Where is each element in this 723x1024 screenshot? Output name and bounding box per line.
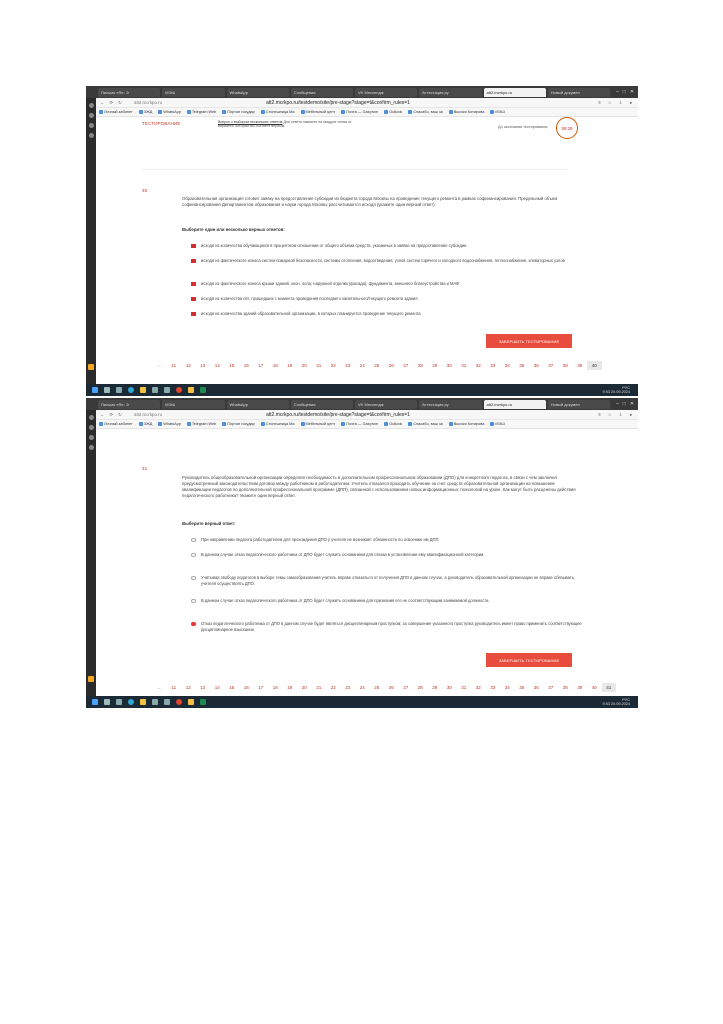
bookmark-icon [261,422,265,426]
browser-tab[interactable]: МЭШ [162,400,224,409]
pager-page-button[interactable]: 28 [417,685,423,690]
pager-page-button[interactable]: 20 [301,685,307,690]
bookmark-label: МЭШ [495,422,505,426]
bookmark-label: WhatsApp [163,422,181,426]
browser-tab-active[interactable]: att2.mcrkpo.ru [484,88,546,97]
checkbox[interactable] [191,244,196,249]
bookmark-icon [158,422,162,426]
pager-page-button[interactable]: 34 [504,685,510,690]
mail-icon[interactable] [164,699,170,705]
bookmark-icon [341,110,345,114]
bookmark-label: Спасибо, ваш за [413,110,443,114]
close-icon[interactable]: ✕ [629,89,635,95]
pager-page-button[interactable]: 36 [533,363,539,368]
timer-label: До окончания тестирования [498,125,548,129]
browser-tab-active[interactable]: att2.mcrkpo.ru [484,400,546,409]
option-label: В данном случае отказ педагогического работника от ДПО будет служить основанием для отказа в установлении ему квалификационной категории. [201,552,485,557]
pager-page-button[interactable]: 27 [403,363,409,368]
question-hint [218,120,358,129]
sidebar-icon[interactable] [89,123,94,128]
file-explorer-icon[interactable] [140,699,146,705]
pager-page-button[interactable]: 12 [185,685,191,690]
pager-page-button[interactable]: 17 [258,685,264,690]
bookmark-item[interactable] [222,110,254,114]
bookmark-item[interactable] [408,110,442,114]
answer-option[interactable] [191,598,586,604]
timer: 59:29 [556,117,578,139]
radio-selected[interactable] [191,622,196,627]
reader-icon[interactable]: ≡ [598,411,601,417]
bookmark-icon [139,110,143,114]
yandex-app-icon[interactable] [88,676,94,682]
excel-icon[interactable] [200,699,206,705]
maximize-icon[interactable]: □ [622,89,626,95]
windows-taskbar [86,696,638,708]
pager-page-button[interactable]: 35 [519,363,525,368]
pager-page-button[interactable]: 35 [519,685,525,690]
answer-instruction: Выберите верный ответ: [182,521,236,526]
pager-page-button[interactable]: 32 [475,685,481,690]
browser-tab-bar [86,398,638,410]
bookmark-item[interactable] [341,422,378,426]
sidebar-icon[interactable] [89,435,94,440]
answer-option[interactable] [191,621,586,633]
bookmark-icon [222,422,226,426]
option-label: Отказ педагогического работника от ДПО в данном случае будет являться дисциплинарным проступком; за совершение указанного проступка руководитель имеет право применить соответствующее дисциплинарное взыскание. [201,621,582,632]
address-host[interactable]: att2.mcrkpo.ru [134,412,163,417]
pager-page-button[interactable]: 32 [475,363,481,368]
pager-page-button[interactable]: 34 [504,363,510,368]
pager-page-button[interactable]: 39 [577,685,583,690]
tray-time: 9:53 [602,702,610,706]
bookmark-item[interactable] [158,422,181,426]
excel-icon[interactable] [200,387,206,393]
question-number: 40 [142,189,148,194]
bookmark-label: Портал государ [227,422,255,426]
browser-tab[interactable]: Сообщения [291,400,353,409]
bookmark-item[interactable] [408,422,442,426]
pager-page-button[interactable]: 11 [171,685,177,690]
hint-text: Для ответа нажмите на квадрат слева от варианта, который вы считаете верным. [218,120,352,129]
pager-page-button[interactable]: 38 [562,685,568,690]
forward-icon[interactable]: ⟳ [109,411,114,417]
search-icon[interactable] [104,699,110,705]
bookmark-icon [301,422,305,426]
bookmark-label: Почта — Gazprom [346,422,379,426]
bookmark-icon [99,110,103,114]
tray-language[interactable]: РУС [622,385,630,390]
browser-tab[interactable]: МЭШ [162,88,224,97]
pager-prev-button[interactable]: ← [156,685,162,690]
browser-tab[interactable]: WhatsApp [227,400,289,409]
section-title: ТЕСТИРОВАНИЕ [142,121,181,126]
pager-page-button[interactable]: 37 [548,363,554,368]
store-icon[interactable] [152,387,158,393]
browser-tab[interactable]: Аттестация ру [419,88,481,97]
checkbox[interactable] [191,297,196,302]
pager-page-button[interactable]: 22 [330,363,336,368]
pager-page-button[interactable]: 22 [330,685,336,690]
answer-option[interactable] [191,552,586,558]
tray-language[interactable]: РУС [622,697,630,702]
browser-tab[interactable]: VK Мессендж [355,400,417,409]
download-icon[interactable]: ⇩ [618,99,623,105]
pager-page-button[interactable]: 19 [287,685,293,690]
option-label: исходя из фактического износа крыши зданий, окон, пола; наружной отделки (фасада), фундамента, внешнего благоустройства и МАФ [201,281,460,286]
pager-page-button[interactable]: 12 [185,363,191,368]
tray-date: 20.09.2024 [610,702,630,706]
pager-page-button[interactable]: 18 [272,363,278,368]
option-label: исходя из количества зданий образовательной организации, в которых планируется проведение текущего ремонта [201,311,421,316]
radio[interactable] [191,553,196,558]
bookmark-item[interactable] [301,110,336,114]
reader-icon[interactable]: ≡ [598,99,601,105]
bookmark-icon [99,422,103,426]
back-icon[interactable]: ← [100,99,105,105]
bookmark-icon [158,110,162,114]
bookmark-icon [449,422,453,426]
chrome-icon[interactable] [176,699,182,705]
option-label: В данном случае отказ педагогического работника от ДПО будет служить основанием для признания его не соответствующим занимаемой должности. [201,598,490,603]
bookmark-icon [187,422,191,426]
hint-link[interactable]: Вопрос с выбором нескольких ответов [218,120,283,124]
sidebar-icon[interactable] [89,445,94,450]
answer-option[interactable] [191,575,586,587]
browser-tab[interactable]: VK Мессендж [355,88,417,97]
bookmark-label: Личный кабинет [104,110,133,114]
pager-page-button[interactable]: 26 [388,685,394,690]
bookmark-label: Outlook [389,422,403,426]
pager-page-button[interactable]: 21 [316,363,322,368]
bookmark-item[interactable] [490,110,504,114]
bookmarks-bar [96,108,638,117]
bookmark-icon[interactable]: ☆ [607,411,612,417]
pager-page-button[interactable]: 24 [359,685,365,690]
pager-page-button[interactable]: 16 [243,685,249,690]
tray-date: 20.09.2024 [610,390,630,394]
bookmark-item[interactable] [384,422,402,426]
pager-page-button[interactable]: 20 [301,363,307,368]
reload-icon[interactable]: ↻ [118,99,122,105]
pager-page-button[interactable]: 23 [345,685,351,690]
pager-page-button[interactable]: 19 [287,363,293,368]
address-url[interactable]: att2.mcrkpo.ru/testdemo/site/pre-stage?stage=t&confirm_rules=1 [266,411,410,418]
back-icon[interactable]: ← [100,411,105,417]
pager-page-button[interactable]: 14 [214,685,220,690]
option-label: Учитывая свободу педагогов в выборе темы самообразования учитель вправе отказаться от получения ДПО в данном случае, а руководитель образовательной организации не вправе обязывать учителя осуществлять ДПО. [201,575,574,586]
pager-page-button[interactable]: 18 [272,685,278,690]
profile-icon[interactable]: ● [629,411,632,417]
bookmark-label: Спасибо, ваш за [413,422,443,426]
mail-icon[interactable] [164,387,170,393]
browser-tab[interactable]: Письмо «Re: Э [98,88,160,97]
profile-icon[interactable]: ● [629,99,632,105]
bookmark-icon [490,110,494,114]
forward-icon[interactable]: ⟳ [109,99,114,105]
pager-page-button[interactable]: 11 [171,363,177,368]
bookmark-icon [222,110,226,114]
windows-start-icon[interactable] [92,699,98,705]
pager-page-button[interactable]: 31 [461,363,467,368]
pager-page-button[interactable]: 30 [446,363,452,368]
checkbox[interactable] [191,282,196,287]
question-number: 41 [142,467,148,472]
divider [142,169,568,170]
search-icon[interactable] [104,387,110,393]
bookmark-label: Почта — Gazprom [346,110,379,114]
pager-page-button[interactable]: 25 [374,363,380,368]
browser-sidebar [86,410,96,696]
option-label: исходя из количества обучающихся в процентном отношении от общего объема средств, указанных в заявке на предоставление субсидии [201,243,467,248]
pager-page-button[interactable]: 13 [200,363,206,368]
chrome-icon[interactable] [176,387,182,393]
tray-time: 9:53 [602,390,610,394]
bookmark-icon [187,110,191,114]
pager-page-button[interactable]: 24 [359,363,365,368]
bookmark-item[interactable] [341,110,378,114]
option-label: исходя из количества лет, прошедших с момента проведения последнего капитального/текущего ремонта здания [201,296,418,301]
bookmark-icon [384,110,388,114]
yandex-browser-icon[interactable] [188,387,194,393]
bookmark-item[interactable] [187,422,216,426]
bookmark-label: МЭШ [495,110,505,114]
pager-page-button[interactable]: 40 [587,361,602,370]
checkbox[interactable] [191,259,196,264]
bookmark-item[interactable] [449,422,485,426]
pager-page-button[interactable]: 37 [548,685,554,690]
edge-icon[interactable] [128,699,134,705]
address-url[interactable]: att2.mcrkpo.ru/testdemo/site/pre-stage?stage=t&confirm_rules=1 [266,99,410,106]
bookmark-icon [408,110,412,114]
pager-page-button[interactable]: 31 [461,685,467,690]
pager-page-button[interactable]: 14 [214,363,220,368]
pager-page-button[interactable]: 13 [200,685,206,690]
bookmark-icon [449,110,453,114]
pager-page-button[interactable]: 15 [229,363,235,368]
bookmark-item[interactable] [99,110,133,114]
bookmark-label: Мебельный цент [305,110,336,114]
edge-icon[interactable] [128,387,134,393]
pager-page-button[interactable]: 41 [602,683,617,692]
bookmark-label: Столешница Ма [265,110,295,114]
pager-page-button[interactable]: 26 [388,363,394,368]
pager-page-button[interactable]: 21 [316,685,322,690]
minimize-icon[interactable]: – [616,89,619,95]
bookmark-label: Личный кабинет [104,422,133,426]
bookmark-item[interactable] [99,422,133,426]
bookmark-icon [261,110,265,114]
browser-tab[interactable]: WhatsApp [227,88,289,97]
window-controls [612,89,638,95]
pager-page-button[interactable]: 16 [243,363,249,368]
minimize-icon[interactable]: – [616,401,619,407]
bookmark-item[interactable] [384,110,402,114]
browser-sidebar [86,98,96,384]
finish-test-button[interactable]: ЗАВЕРШИТЬ ТЕСТИРОВАНИЕ [486,334,572,348]
download-icon[interactable]: ⇩ [618,411,623,417]
pager-page-button[interactable]: 29 [432,685,438,690]
pager-page-button[interactable]: 23 [345,363,351,368]
address-bar [96,410,638,420]
answer-option[interactable] [191,258,586,264]
pager-page-button[interactable]: 33 [490,685,496,690]
bookmark-label: Портал государ [227,110,255,114]
radio[interactable] [191,599,196,604]
bookmark-item[interactable] [139,422,153,426]
browser-tab[interactable]: Новый докумен [548,400,610,409]
pager-page-button[interactable]: 36 [533,685,539,690]
bookmark-label: ЭЖД [143,110,153,114]
radio[interactable] [191,538,196,543]
window-controls [612,401,638,407]
question-text: Образовательная организация готовит заявку на предоставление субсидии из бюджета города Москвы на проведение текущего ремонта в рамках софинансирования. Предельный объем софинансирования Департаментом образования и науки города Москвы рассчитывается исходя (укажите один верный ответ): [182,196,558,207]
pager-page-button[interactable]: 39 [577,363,583,368]
sidebar-icon[interactable] [89,113,94,118]
browser-tab[interactable]: Аттестация ру [419,400,481,409]
bookmark-label: ЭЖД [143,422,153,426]
pager-page-button[interactable]: 40 [591,685,597,690]
bookmark-icon [384,422,388,426]
bookmark-label: WhatsApp [163,110,181,114]
bookmark-label: Мебельный цент [305,422,336,426]
bookmark-item[interactable] [449,110,485,114]
windows-start-icon[interactable] [92,387,98,393]
browser-tab[interactable]: Письмо «Re: Э [98,400,160,409]
bookmark-label: Высоко Котирова [453,110,485,114]
pager-page-button[interactable]: 38 [562,363,568,368]
bookmark-icon [301,110,305,114]
test-page [96,117,638,384]
bookmark-item[interactable] [187,110,216,114]
bookmark-item[interactable] [139,110,153,114]
bookmark-item[interactable] [222,422,254,426]
reload-icon[interactable]: ↻ [118,411,122,417]
sidebar-icon[interactable] [89,415,94,420]
file-explorer-icon[interactable] [140,387,146,393]
pager-page-button[interactable]: 33 [490,363,496,368]
browser-tab[interactable]: Сообщения [291,88,353,97]
pager-page-button[interactable]: 27 [403,685,409,690]
answer-option[interactable] [191,537,586,543]
pager-page-button[interactable]: 28 [417,363,423,368]
browser-tab-bar [86,86,638,98]
question-pager [152,683,616,692]
bookmark-icon [341,422,345,426]
address-bar [96,98,638,108]
pager-page-button[interactable]: 15 [229,685,235,690]
yandex-app-icon[interactable] [88,364,94,370]
windows-taskbar [86,384,638,396]
pager-page-button[interactable]: 30 [446,685,452,690]
maximize-icon[interactable]: □ [622,401,626,407]
bookmark-item[interactable] [261,110,295,114]
bookmark-icon [490,422,494,426]
pager-page-button[interactable]: 25 [374,685,380,690]
address-host[interactable]: att2.mcrkpo.ru [134,100,163,105]
screenshot-2 [86,398,638,708]
task-view-icon[interactable] [116,387,122,393]
option-label: исходя из фактического износа систем пожарной безопасности, системы отопления, водоотведения, узлов систем горячего и холодного водоснабжения, теплоснабжения, элеваторных узлов [201,258,565,263]
system-tray [603,386,630,394]
answer-instruction: Выберите один или несколько верных ответов: [182,227,285,232]
finish-test-button[interactable]: ЗАВЕРШИТЬ ТЕСТИРОВАНИЕ [486,653,572,667]
question-pager [152,361,602,370]
bookmark-icon [408,422,412,426]
answer-option[interactable] [191,311,586,317]
sidebar-icon[interactable] [89,133,94,138]
pager-prev-button[interactable]: ← [156,363,162,368]
radio[interactable] [191,576,196,581]
bookmarks-bar [96,420,638,429]
test-page [96,429,638,696]
bookmark-label: Высоко Котирова [453,422,485,426]
bookmark-item[interactable] [158,110,181,114]
bookmark-label: Столешница Ма [265,422,295,426]
close-icon[interactable]: ✕ [629,401,635,407]
yandex-browser-icon[interactable] [188,699,194,705]
answer-option[interactable] [191,243,586,249]
browser-tab[interactable]: Новый докумен [548,88,610,97]
sidebar-icon[interactable] [89,425,94,430]
option-label: При направлении педагога работодателем для прохождения ДПО у учителя не возникает обязанности по освоению им ДПП. [201,537,440,542]
bookmark-label: Telegram Web [191,422,217,426]
bookmark-item[interactable] [301,422,336,426]
answer-option[interactable] [191,296,586,302]
screenshot-1 [86,86,638,396]
bookmark-icon[interactable]: ☆ [607,99,612,105]
pager-page-button[interactable]: 29 [432,363,438,368]
pager-page-button[interactable]: 17 [258,363,264,368]
sidebar-icon[interactable] [89,103,94,108]
bookmark-item[interactable] [261,422,295,426]
task-view-icon[interactable] [116,699,122,705]
answer-option[interactable] [191,281,586,287]
bookmark-label: Outlook [389,110,403,114]
question-text: Руководитель общеобразовательной организации определил необходимость в дополнительном профессиональном образовании (ДПО) для конкретного педагога, в связи с чем заключил предусмотренный законодательством договор между работником и работодателем. Учитель отказался проходить обучение за счет средств образовательной организации на повышение квалификации педагогов по дополнительной профессиональной программе (ДПП), связанной с использованием новых информационных технологий на уроке. Как могут быть расценены действия педагогического работника? Укажите один верный ответ. [182,475,576,498]
bookmark-item[interactable] [490,422,504,426]
store-icon[interactable] [152,699,158,705]
bookmark-icon [139,422,143,426]
checkbox[interactable] [191,312,196,317]
bookmark-label: Telegram Web [191,110,217,114]
system-tray [603,698,630,706]
